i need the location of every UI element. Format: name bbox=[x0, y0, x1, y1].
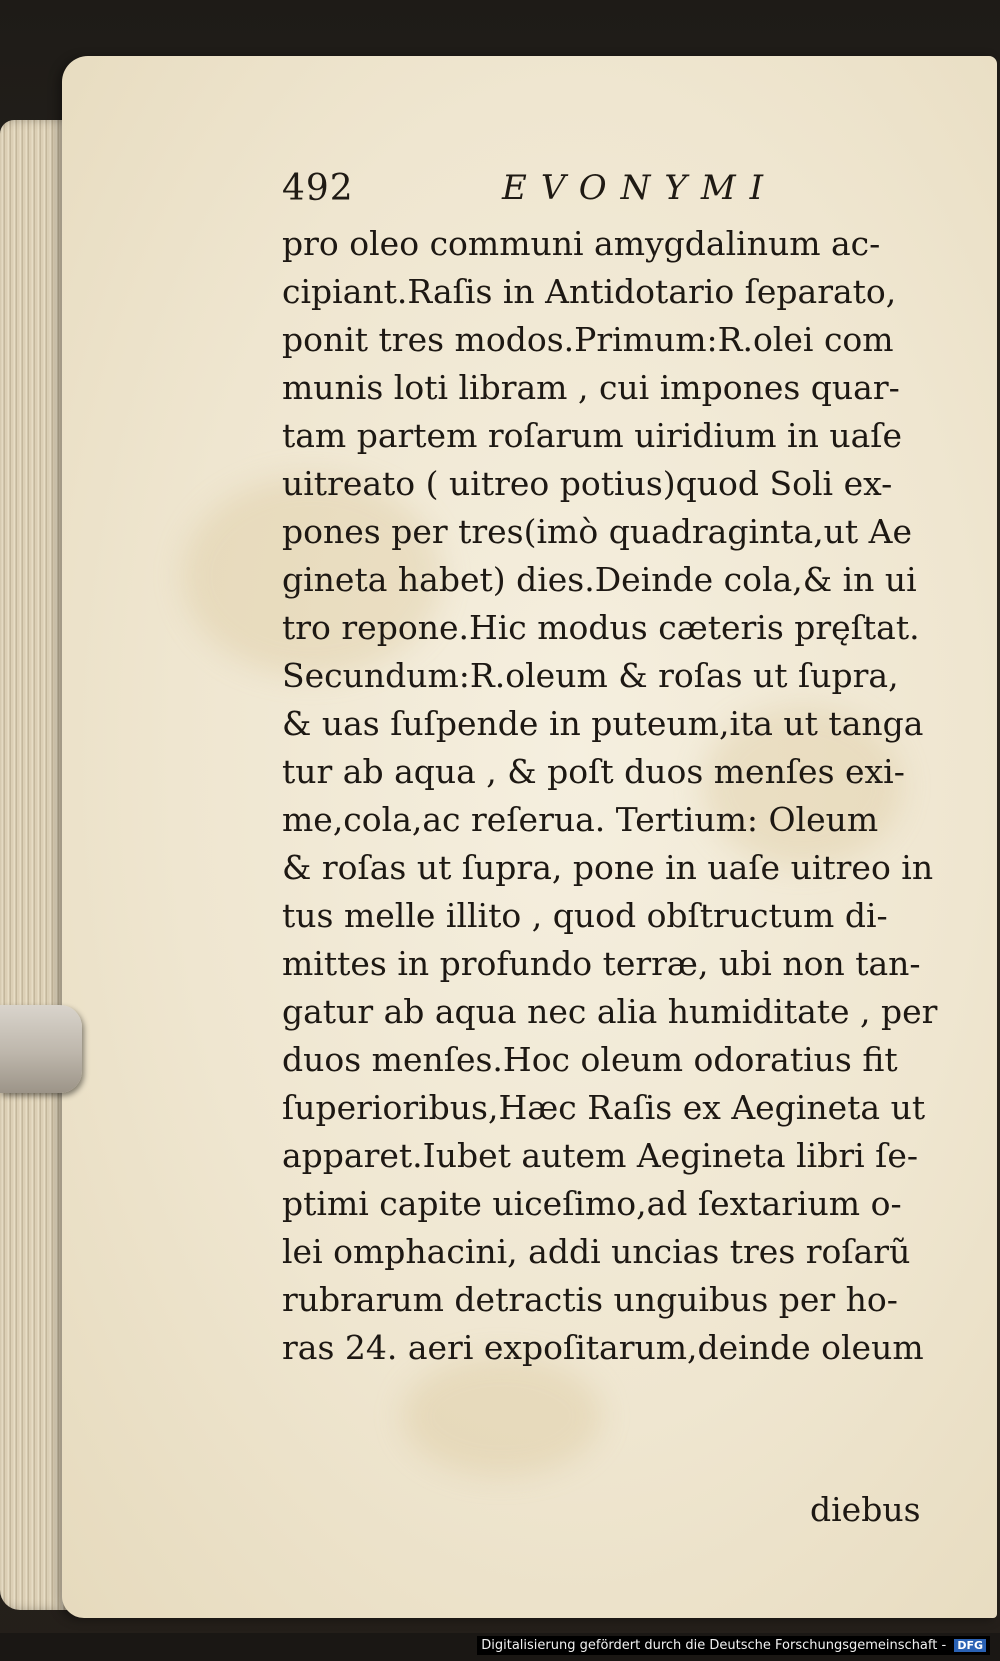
text-line: pro oleo communi amygdalinum ac- bbox=[282, 224, 881, 263]
text-line: apparet.Iubet autem Aegineta libri ſe- bbox=[282, 1136, 919, 1175]
text-line: & roſas ut ſupra, pone in uaſe uitreo in bbox=[282, 848, 934, 887]
funding-credit bbox=[477, 1636, 990, 1655]
text-line: pones per tres(imò quadraginta,ut Ae bbox=[282, 512, 913, 551]
text-line: ptimi capite uiceſimo,ad ſextarium o- bbox=[282, 1184, 902, 1223]
text-line: tus melle illito , quod obſtructum di- bbox=[282, 896, 888, 935]
running-title: EVONYMI bbox=[502, 168, 778, 208]
text-line: Secundum:R.oleum & roſas ut ſupra, bbox=[282, 656, 899, 695]
page-header bbox=[282, 168, 802, 224]
bookmark-clasp bbox=[0, 1005, 82, 1093]
text-line: gineta habet) dies.Deinde cola,& in ui bbox=[282, 560, 917, 599]
text-line: lei omphacini, addi uncias tres roſarũ bbox=[282, 1232, 911, 1271]
text-line: ras 24. aeri expoſitarum,deinde oleum bbox=[282, 1328, 924, 1367]
text-line: ponit tres modos.Primum:R.olei com bbox=[282, 320, 894, 359]
text-line: & uas ſuſpende in puteum,ita ut tanga bbox=[282, 704, 924, 743]
text-line: duos menſes.Hoc oleum odoratius fit bbox=[282, 1040, 898, 1079]
body-text bbox=[282, 220, 942, 1372]
dfg-logo: DFG bbox=[954, 1639, 986, 1652]
text-line: rubrarum detractis unguibus per ho- bbox=[282, 1280, 898, 1319]
page-number: 492 bbox=[282, 168, 354, 209]
text-line: tam partem roſarum uiridium in uaſe bbox=[282, 416, 903, 455]
text-line: tur ab aqua , & poſt duos menſes exi- bbox=[282, 752, 905, 791]
text-line: gatur ab aqua nec alia humiditate , per bbox=[282, 992, 938, 1031]
text-line: munis loti libram , cui impones quar- bbox=[282, 368, 900, 407]
text-line: ſuperioribus,Hæc Raſis ex Aegineta ut bbox=[282, 1088, 926, 1127]
text-line: cipiant.Raſis in Antidotario ſeparato, bbox=[282, 272, 897, 311]
catchword: diebus bbox=[810, 1490, 921, 1529]
funding-credit-text: Digitalisierung gefördert durch die Deutsche Forschungsgemeinschaft - bbox=[481, 1638, 947, 1653]
text-line: mittes in profundo terræ, ubi non tan- bbox=[282, 944, 921, 983]
footer-bar bbox=[0, 1633, 1000, 1661]
paper-stain bbox=[402, 1356, 602, 1476]
text-line: uitreato ( uitreo potius)quod Soli ex- bbox=[282, 464, 893, 503]
text-line: tro repone.Hic modus cæteris pręſtat. bbox=[282, 608, 920, 647]
text-line: me,cola,ac reſerua. Tertium: Oleum bbox=[282, 800, 879, 839]
